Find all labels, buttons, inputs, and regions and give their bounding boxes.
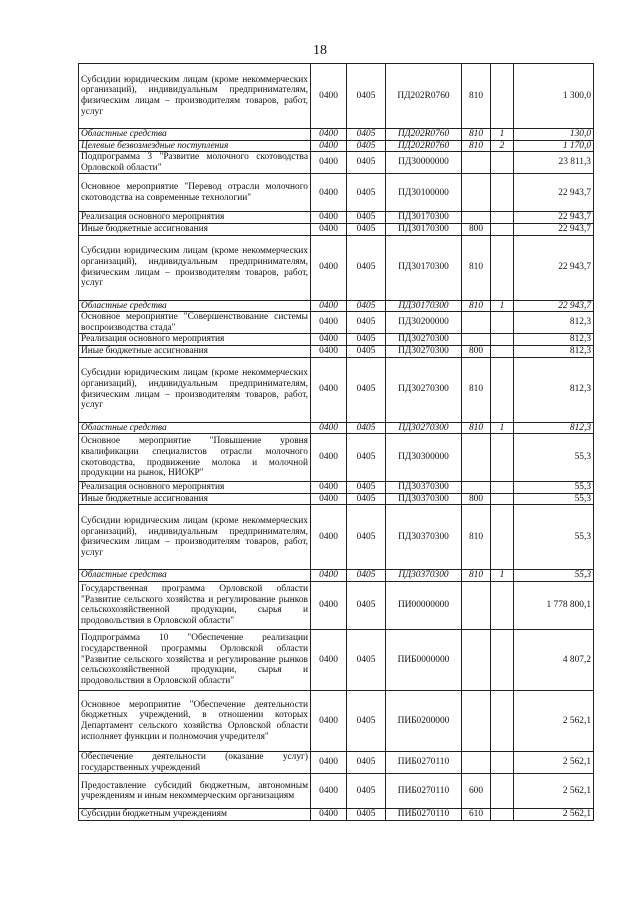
expense-type-code: 800 <box>462 493 491 505</box>
table-row <box>79 422 594 434</box>
target-article-code: ПД30370300 <box>386 493 462 505</box>
row-name: Иные бюджетные ассигнования <box>79 345 311 357</box>
funding-source-code <box>491 751 514 773</box>
amount-value: 812,3 <box>514 345 594 357</box>
row-name: Иные бюджетные ассигнования <box>79 223 311 235</box>
table-row <box>79 690 594 751</box>
expense-type-code: 810 <box>462 357 491 422</box>
funding-source-code <box>491 690 514 751</box>
row-name: Основное мероприятие "Совершенствование системы воспроизводства стада" <box>79 312 311 334</box>
table-row <box>79 312 594 334</box>
row-name: Субсидии бюджетным учреждениям <box>79 809 311 821</box>
amount-value: 22 943,7 <box>514 235 594 300</box>
subsection-code: 0405 <box>347 809 386 821</box>
amount-value: 1 778 800,1 <box>514 581 594 629</box>
expense-type-code <box>462 690 491 751</box>
row-name: Областные средства <box>79 422 311 434</box>
section-code: 0400 <box>311 334 347 346</box>
subsection-code: 0405 <box>347 64 386 129</box>
funding-source-code <box>491 493 514 505</box>
table-row <box>79 751 594 773</box>
subsection-code: 0405 <box>347 751 386 773</box>
target-article-code: ПД30370300 <box>386 570 462 582</box>
table-row <box>79 774 594 809</box>
expense-type-code: 800 <box>462 345 491 357</box>
row-name: Целевые безвозмездные поступления <box>79 140 311 152</box>
target-article-code: ПД30170300 <box>386 235 462 300</box>
row-name: Основное мероприятие "Повышение уровня квалификации специалистов отрасли молочного скотоводства, продвижение молока и молочной продукции на рынок, НИОКР" <box>79 434 311 482</box>
funding-source-code <box>491 505 514 570</box>
subsection-code: 0405 <box>347 152 386 174</box>
row-name: Основное мероприятие "Обеспечение деятельности бюджетных учреждений, в отношении которых Департамент сельского хозяйства Орловской области исполняет функции и полномочия учредителя" <box>79 690 311 751</box>
row-name: Субсидии юридическим лицам (кроме некоммерческих организаций), индивидуальным предпринимателям, физическим лицам – производителям товаров, работ, услуг <box>79 64 311 129</box>
table-row <box>79 129 594 141</box>
expense-type-code: 810 <box>462 422 491 434</box>
section-code: 0400 <box>311 505 347 570</box>
amount-value: 55,3 <box>514 493 594 505</box>
amount-value: 2 562,1 <box>514 690 594 751</box>
row-name: Государственная программа Орловской области "Развитие сельского хозяйства и регулирование рынков сельскохозяйственной продукции, сырья и продовольствия в Орловской области" <box>79 581 311 629</box>
funding-source-code <box>491 334 514 346</box>
subsection-code: 0405 <box>347 482 386 494</box>
expense-type-code <box>462 174 491 212</box>
table-row <box>79 64 594 129</box>
budget-table <box>78 63 594 821</box>
amount-value: 2 562,1 <box>514 809 594 821</box>
expense-type-code <box>462 212 491 224</box>
table-row <box>79 140 594 152</box>
section-code: 0400 <box>311 493 347 505</box>
funding-source-code <box>491 345 514 357</box>
row-name: Субсидии юридическим лицам (кроме некоммерческих организаций), индивидуальным предпринимателям, физическим лицам – производителям товаров, работ, услуг <box>79 505 311 570</box>
section-code: 0400 <box>311 751 347 773</box>
row-name: Субсидии юридическим лицам (кроме некоммерческих организаций), индивидуальным предпринимателям, физическим лицам – производителям товаров, работ, услуг <box>79 235 311 300</box>
section-code: 0400 <box>311 64 347 129</box>
amount-value: 4 807,2 <box>514 629 594 690</box>
table-row <box>79 300 594 312</box>
funding-source-code: 2 <box>491 140 514 152</box>
amount-value: 55,3 <box>514 434 594 482</box>
table-body <box>79 64 594 821</box>
section-code: 0400 <box>311 690 347 751</box>
expense-type-code: 810 <box>462 64 491 129</box>
funding-source-code <box>491 482 514 494</box>
table-row <box>79 809 594 821</box>
target-article-code: ПД30270300 <box>386 422 462 434</box>
funding-source-code: 1 <box>491 570 514 582</box>
section-code: 0400 <box>311 223 347 235</box>
section-code: 0400 <box>311 300 347 312</box>
target-article-code: ПД30270300 <box>386 357 462 422</box>
expense-type-code <box>462 334 491 346</box>
section-code: 0400 <box>311 629 347 690</box>
subsection-code: 0405 <box>347 334 386 346</box>
row-name: Реализация основного мероприятия <box>79 334 311 346</box>
section-code: 0400 <box>311 357 347 422</box>
target-article-code: ПД30000000 <box>386 152 462 174</box>
target-article-code: ПД30200000 <box>386 312 462 334</box>
expense-type-code: 800 <box>462 223 491 235</box>
target-article-code: ПИБ0270110 <box>386 809 462 821</box>
amount-value: 2 562,1 <box>514 774 594 809</box>
table-row <box>79 482 594 494</box>
row-name: Областные средства <box>79 570 311 582</box>
target-article-code: ПД30370300 <box>386 482 462 494</box>
target-article-code: ПД202R0760 <box>386 140 462 152</box>
expense-type-code: 600 <box>462 774 491 809</box>
amount-value: 22 943,7 <box>514 223 594 235</box>
funding-source-code: 1 <box>491 300 514 312</box>
target-article-code: ПД202R0760 <box>386 64 462 129</box>
section-code: 0400 <box>311 345 347 357</box>
subsection-code: 0405 <box>347 629 386 690</box>
funding-source-code: 1 <box>491 422 514 434</box>
section-code: 0400 <box>311 434 347 482</box>
section-code: 0400 <box>311 235 347 300</box>
row-name: Областные средства <box>79 300 311 312</box>
page-number: 18 <box>313 43 327 58</box>
subsection-code: 0405 <box>347 493 386 505</box>
table-row <box>79 235 594 300</box>
target-article-code: ПД30270300 <box>386 334 462 346</box>
section-code: 0400 <box>311 809 347 821</box>
amount-value: 23 811,3 <box>514 152 594 174</box>
funding-source-code <box>491 809 514 821</box>
subsection-code: 0405 <box>347 312 386 334</box>
row-name: Реализация основного мероприятия <box>79 212 311 224</box>
target-article-code: ПД30370300 <box>386 505 462 570</box>
table-row <box>79 223 594 235</box>
subsection-code: 0405 <box>347 434 386 482</box>
subsection-code: 0405 <box>347 357 386 422</box>
table-row <box>79 345 594 357</box>
funding-source-code: 1 <box>491 129 514 141</box>
expense-type-code <box>462 152 491 174</box>
funding-source-code <box>491 235 514 300</box>
amount-value: 55,3 <box>514 482 594 494</box>
target-article-code: ПД30270300 <box>386 345 462 357</box>
amount-value: 1 300,0 <box>514 64 594 129</box>
funding-source-code <box>491 223 514 235</box>
section-code: 0400 <box>311 422 347 434</box>
row-name: Областные средства <box>79 129 311 141</box>
expense-type-code: 810 <box>462 129 491 141</box>
table-row <box>79 357 594 422</box>
expense-type-code: 810 <box>462 505 491 570</box>
table-row <box>79 493 594 505</box>
target-article-code: ПД30100000 <box>386 174 462 212</box>
target-article-code: ПИБ0000000 <box>386 629 462 690</box>
table-row <box>79 505 594 570</box>
amount-value: 22 943,7 <box>514 174 594 212</box>
amount-value: 55,3 <box>514 570 594 582</box>
amount-value: 1 170,0 <box>514 140 594 152</box>
funding-source-code <box>491 152 514 174</box>
subsection-code: 0405 <box>347 235 386 300</box>
expense-type-code <box>462 312 491 334</box>
target-article-code: ПИБ0270110 <box>386 774 462 809</box>
amount-value: 812,3 <box>514 422 594 434</box>
subsection-code: 0405 <box>347 300 386 312</box>
subsection-code: 0405 <box>347 212 386 224</box>
section-code: 0400 <box>311 570 347 582</box>
section-code: 0400 <box>311 174 347 212</box>
table-row <box>79 434 594 482</box>
target-article-code: ПД30170300 <box>386 212 462 224</box>
funding-source-code <box>491 581 514 629</box>
table-row <box>79 174 594 212</box>
row-name: Основное мероприятие "Перевод отрасли молочного скотоводства на современные технологии" <box>79 174 311 212</box>
funding-source-code <box>491 357 514 422</box>
row-name: Реализация основного мероприятия <box>79 482 311 494</box>
subsection-code: 0405 <box>347 505 386 570</box>
expense-type-code: 810 <box>462 235 491 300</box>
row-name: Субсидии юридическим лицам (кроме некоммерческих организаций), индивидуальным предпринимателям, физическим лицам – производителям товаров, работ, услуг <box>79 357 311 422</box>
target-article-code: ПД30300000 <box>386 434 462 482</box>
section-code: 0400 <box>311 312 347 334</box>
target-article-code: ПД30170300 <box>386 300 462 312</box>
subsection-code: 0405 <box>347 129 386 141</box>
section-code: 0400 <box>311 581 347 629</box>
expense-type-code <box>462 434 491 482</box>
subsection-code: 0405 <box>347 140 386 152</box>
subsection-code: 0405 <box>347 774 386 809</box>
table-row <box>79 334 594 346</box>
funding-source-code <box>491 629 514 690</box>
subsection-code: 0405 <box>347 223 386 235</box>
expense-type-code <box>462 629 491 690</box>
amount-value: 812,3 <box>514 312 594 334</box>
expense-type-code: 810 <box>462 140 491 152</box>
funding-source-code <box>491 64 514 129</box>
expense-type-code <box>462 581 491 629</box>
amount-value: 22 943,7 <box>514 300 594 312</box>
section-code: 0400 <box>311 212 347 224</box>
row-name: Обеспечение деятельности (оказание услуг) государственных учреждений <box>79 751 311 773</box>
expense-type-code: 610 <box>462 809 491 821</box>
target-article-code: ПИБ0200000 <box>386 690 462 751</box>
funding-source-code <box>491 212 514 224</box>
section-code: 0400 <box>311 140 347 152</box>
expense-type-code: 810 <box>462 570 491 582</box>
subsection-code: 0405 <box>347 581 386 629</box>
row-name: Подпрограмма 10 "Обеспечение реализации государственной программы Орловской области "Развитие сельского хозяйства и регулирование рынков сельскохозяйственной продукции, сырья и продовольствия в Орловской области" <box>79 629 311 690</box>
target-article-code: ПД30170300 <box>386 223 462 235</box>
row-name: Предоставление субсидий бюджетным, автономным учреждениям и иным некоммерческим организациям <box>79 774 311 809</box>
funding-source-code <box>491 774 514 809</box>
row-name: Иные бюджетные ассигнования <box>79 493 311 505</box>
amount-value: 130,0 <box>514 129 594 141</box>
funding-source-code <box>491 174 514 212</box>
target-article-code: ПИБ0270110 <box>386 751 462 773</box>
funding-source-code <box>491 434 514 482</box>
table-row <box>79 570 594 582</box>
subsection-code: 0405 <box>347 570 386 582</box>
target-article-code: ПД202R0760 <box>386 129 462 141</box>
amount-value: 2 562,1 <box>514 751 594 773</box>
table-row <box>79 581 594 629</box>
row-name: Подпрограмма 3 "Развитие молочного скотоводства Орловской области" <box>79 152 311 174</box>
section-code: 0400 <box>311 129 347 141</box>
table-row <box>79 212 594 224</box>
section-code: 0400 <box>311 482 347 494</box>
subsection-code: 0405 <box>347 174 386 212</box>
expense-type-code: 810 <box>462 300 491 312</box>
subsection-code: 0405 <box>347 345 386 357</box>
section-code: 0400 <box>311 152 347 174</box>
table-row <box>79 629 594 690</box>
subsection-code: 0405 <box>347 690 386 751</box>
amount-value: 22 943,7 <box>514 212 594 224</box>
subsection-code: 0405 <box>347 422 386 434</box>
expense-type-code <box>462 751 491 773</box>
amount-value: 55,3 <box>514 505 594 570</box>
amount-value: 812,3 <box>514 357 594 422</box>
section-code: 0400 <box>311 774 347 809</box>
funding-source-code <box>491 312 514 334</box>
expense-type-code <box>462 482 491 494</box>
target-article-code: ПИ00000000 <box>386 581 462 629</box>
amount-value: 812,3 <box>514 334 594 346</box>
table-row <box>79 152 594 174</box>
